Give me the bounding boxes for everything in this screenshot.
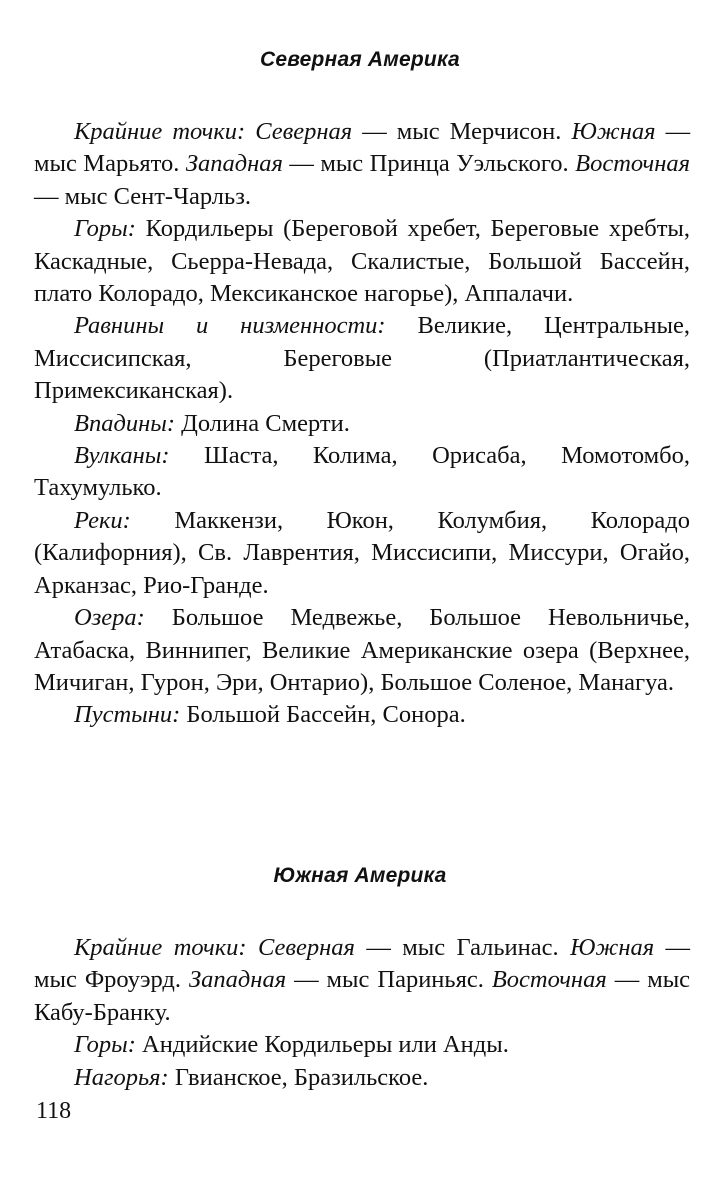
text-mountains-sa: Андийские Кордильеры или Анды. (142, 1031, 509, 1059)
paragraph-mountains-sa (34, 1029, 690, 1061)
label-volcanoes: Вулканы: (74, 442, 170, 470)
text-highlands-sa: Гвианское, Бразильское. (174, 1063, 429, 1091)
paragraph-extreme-points-sa (34, 932, 690, 1029)
text-plains: Великие, Центральные, Миссисипская, Береговые (Приатлантическая, Примексиканская). (34, 312, 691, 405)
paragraph-plains (34, 310, 690, 407)
text-deserts: Большой Бассейн, Сонора. (186, 701, 466, 729)
label-depressions: Впадины: (74, 409, 176, 437)
label-plains: Равнины и низменности: (74, 312, 386, 340)
label-north: Северная (255, 118, 353, 145)
label-west-sa: Западная (189, 966, 287, 994)
paragraph-deserts (34, 699, 690, 731)
text-depressions: Долина Смерти. (181, 409, 350, 437)
value-east-sa: — мыс Кабу-Бранку. (34, 966, 691, 1026)
label-south: Южная (571, 118, 656, 145)
page-number: 118 (36, 1098, 72, 1124)
text-mountains: Кордильеры (Береговой хребет, Береговые хребты, Каскадные, Сьерра-Невада, Скалистые, Большой Бассейн, плато Колорадо, Мексиканское нагорье), Аппалачи. (34, 215, 690, 308)
label-east-sa: Восточная (491, 966, 607, 994)
label-north-sa: Северная (258, 934, 355, 961)
value-south-sa: — мыс Фроуэрд. (34, 934, 691, 994)
value-west-sa: — мыс Париньяс. (294, 966, 484, 994)
label-extreme-points: Крайние точки: (74, 118, 246, 145)
value-east: — мыс Сент-Чарльз. (34, 182, 252, 210)
label-west: Западная (185, 150, 283, 178)
value-west: — мыс Принца Уэльского. (289, 150, 569, 178)
label-south-sa: Южная (570, 934, 655, 961)
section-title-south-america: Южная Америка (273, 864, 447, 887)
value-south: — мыс Марьято. (34, 118, 691, 178)
north-america-content (34, 116, 690, 732)
label-deserts: Пустыни: (74, 701, 181, 729)
text-volcanoes: Шаста, Колима, Орисаба, Момотомбо, Тахумулько. (34, 442, 690, 502)
label-extreme-points-sa: Крайние точки: (74, 934, 247, 961)
label-mountains-sa: Горы: (74, 1031, 136, 1059)
section-title-north-america: Северная Америка (260, 48, 460, 71)
text-rivers: Маккензи, Юкон, Колумбия, Колорадо (Калифорния), Св. Лаврентия, Миссисипи, Миссури, Огайо, Арканзас, Рио-Гранде. (34, 506, 691, 599)
label-east: Восточная (575, 150, 690, 178)
paragraph-depressions (34, 408, 690, 440)
label-highlands-sa: Нагорья: (74, 1063, 169, 1091)
paragraph-extreme-points (34, 116, 690, 213)
text-lakes: Большое Медвежье, Большое Невольничье, Атабаска, Виннипег, Великие Американские озера (Верхнее, Мичиган, Гурон, Эри, Онтарио), Большое Соленое, Манагуа. (34, 604, 690, 696)
value-north-sa: — мыс Гальинас. (366, 934, 559, 961)
label-rivers: Реки: (74, 506, 131, 534)
paragraph-rivers (34, 505, 690, 602)
value-north: — мыс Мерчисон. (362, 118, 562, 145)
label-lakes: Озера: (74, 604, 145, 632)
paragraph-volcanoes (34, 440, 690, 505)
paragraph-mountains (34, 213, 690, 310)
label-mountains: Горы: (74, 215, 136, 243)
paragraph-highlands-sa (34, 1062, 690, 1094)
paragraph-lakes (34, 602, 690, 699)
south-america-content (34, 932, 690, 1094)
